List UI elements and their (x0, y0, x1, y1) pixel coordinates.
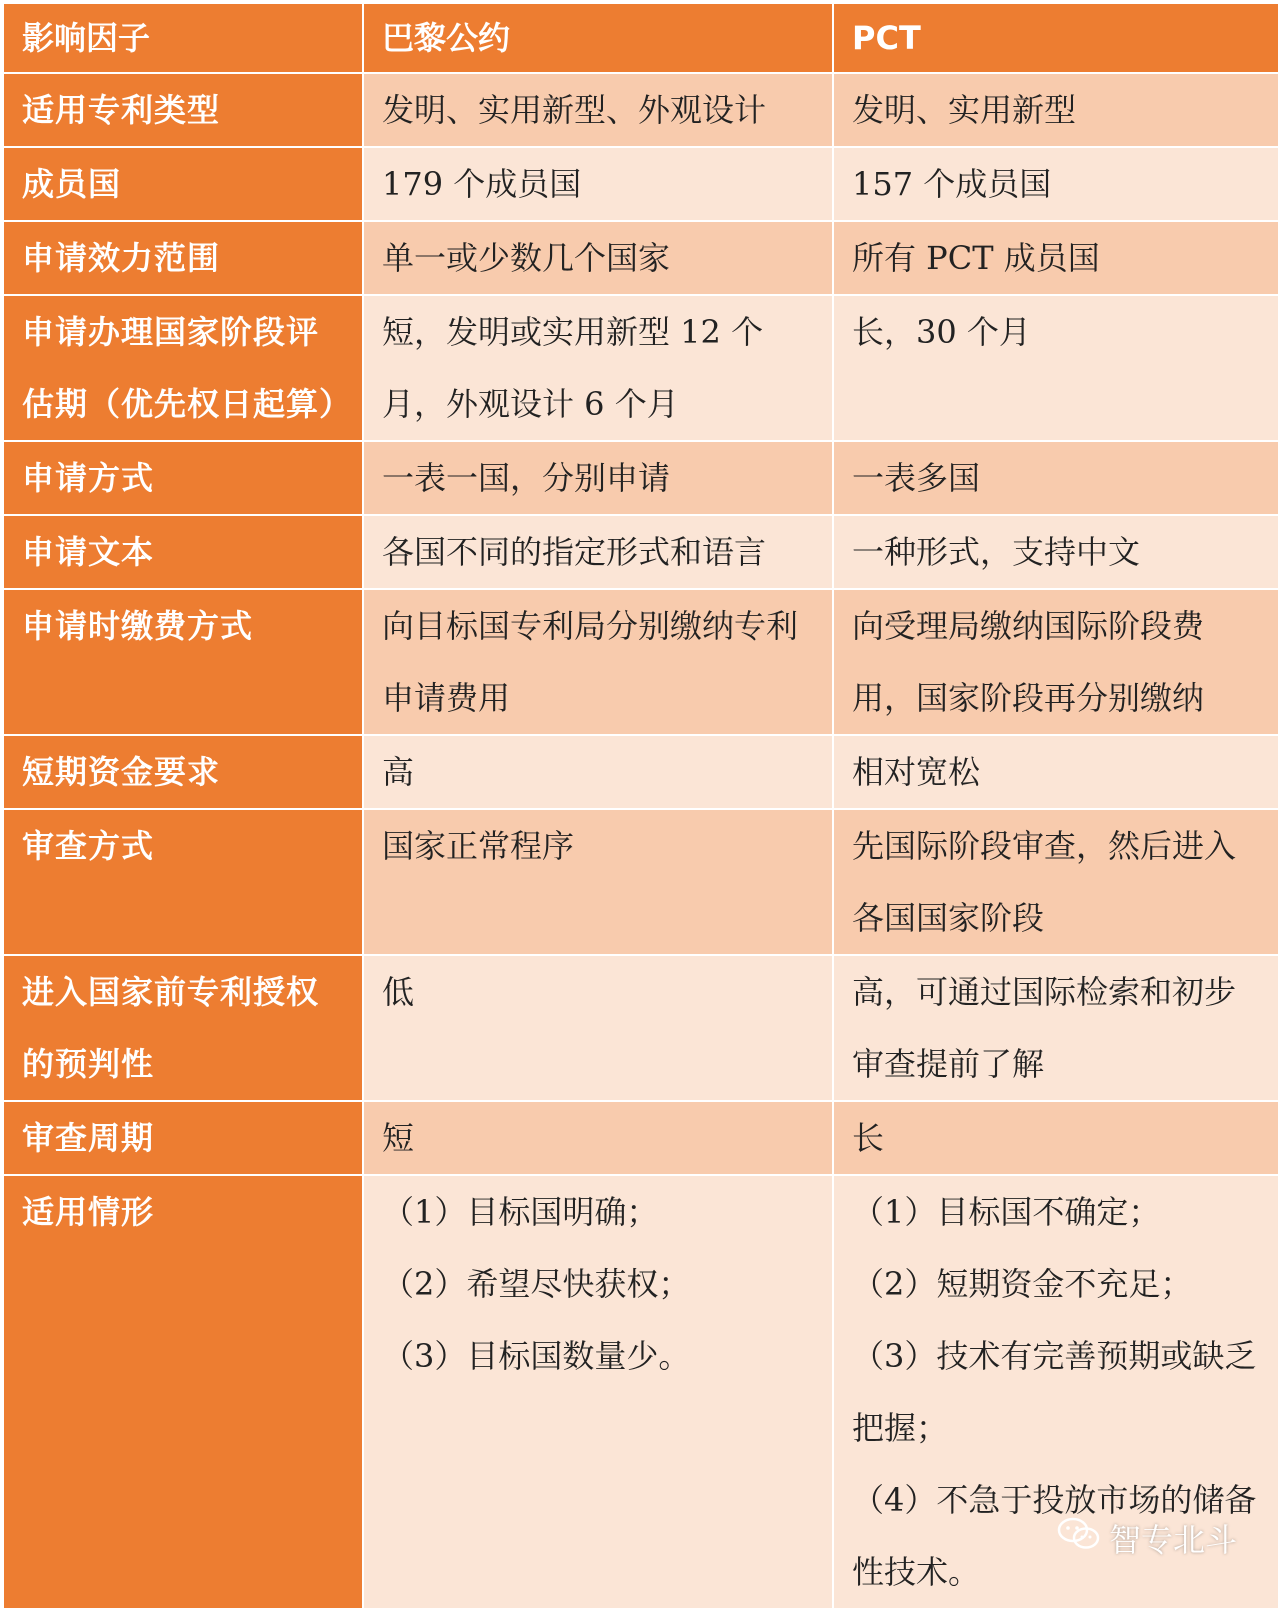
row-paris (363, 1101, 833, 1175)
cell-line: （3）技术有完善预期或缺乏把握； (852, 1337, 1257, 1447)
cell-line: 长 (852, 1119, 885, 1157)
cell-line: 一表多国 (852, 459, 981, 497)
row-factor: 申请文本 (3, 515, 363, 589)
row-paris (363, 955, 833, 1101)
table-row (3, 147, 1279, 221)
row-paris (363, 147, 833, 221)
cell-line: 179 个成员国 (382, 165, 582, 203)
table-row (3, 441, 1279, 515)
cell-line: 先国际阶段审查，然后进入各国国家阶段 (852, 827, 1237, 937)
cell-line: 长，30 个月 (852, 313, 1031, 351)
table-row (3, 589, 1279, 735)
cell-line: 短 (382, 1119, 415, 1157)
row-paris (363, 809, 833, 955)
table-row (3, 221, 1279, 295)
wechat-icon (1057, 1516, 1101, 1560)
cell-line: （2）希望尽快获权； (382, 1265, 691, 1303)
row-factor: 申请时缴费方式 (3, 589, 363, 735)
header-factor: 影响因子 (3, 3, 363, 73)
row-pct (833, 735, 1279, 809)
row-paris (363, 295, 833, 441)
cell-line: （1）目标国明确； (382, 1193, 659, 1231)
row-pct (833, 147, 1279, 221)
row-pct (833, 1101, 1279, 1175)
row-paris (363, 1175, 833, 1609)
cell-line: 发明、实用新型、外观设计 (382, 91, 767, 129)
row-pct (833, 441, 1279, 515)
header-pct: PCT (833, 3, 1279, 73)
cell-line: （3）目标国数量少。 (382, 1337, 691, 1375)
table-row (3, 295, 1279, 441)
cell-line: 一种形式，支持中文 (852, 533, 1141, 571)
cell-line: （2）短期资金不充足； (852, 1265, 1193, 1303)
table-row (3, 515, 1279, 589)
row-pct (833, 955, 1279, 1101)
row-factor: 成员国 (3, 147, 363, 221)
table-row (3, 1101, 1279, 1175)
cell-line: 相对宽松 (852, 753, 981, 791)
row-pct (833, 589, 1279, 735)
row-paris (363, 515, 833, 589)
cell-line: 低 (382, 973, 415, 1011)
header-row (3, 3, 1279, 73)
row-factor: 短期资金要求 (3, 735, 363, 809)
cell-line: 国家正常程序 (382, 827, 575, 865)
row-factor: 审查方式 (3, 809, 363, 955)
row-paris (363, 221, 833, 295)
row-factor: 申请效力范围 (3, 221, 363, 295)
row-pct (833, 221, 1279, 295)
header-paris: 巴黎公约 (363, 3, 833, 73)
cell-line: 发明、实用新型 (852, 91, 1077, 129)
row-paris (363, 589, 833, 735)
cell-line: 所有 PCT 成员国 (852, 239, 1100, 277)
row-factor: 申请办理国家阶段评估期（优先权日起算） (3, 295, 363, 441)
cell-line: 向目标国专利局分别缴纳专利申请费用 (382, 607, 799, 717)
row-paris (363, 735, 833, 809)
row-factor: 适用专利类型 (3, 73, 363, 147)
cell-line: （4）不急于投放市场的储备性技术。 (852, 1481, 1257, 1591)
cell-line: 一表一国，分别申请 (382, 459, 671, 497)
cell-line: 高，可通过国际检索和初步审查提前了解 (852, 973, 1237, 1083)
cell-line: 短，发明或实用新型 12 个月，外观设计 6 个月 (382, 313, 764, 423)
row-pct (833, 515, 1279, 589)
row-factor: 审查周期 (3, 1101, 363, 1175)
table-row (3, 73, 1279, 147)
row-paris (363, 441, 833, 515)
row-factor: 申请方式 (3, 441, 363, 515)
cell-line: 各国不同的指定形式和语言 (382, 533, 767, 571)
cell-line: 高 (382, 753, 415, 791)
watermark (1057, 1515, 1237, 1561)
table-row (3, 955, 1279, 1101)
cell-line: 157 个成员国 (852, 165, 1052, 203)
row-factor: 适用情形 (3, 1175, 363, 1609)
row-factor: 进入国家前专利授权的预判性 (3, 955, 363, 1101)
watermark-text: 智专北斗 (1109, 1521, 1238, 1559)
table-row (3, 809, 1279, 955)
cell-line: （1）目标国不确定； (852, 1193, 1161, 1231)
table-row (3, 735, 1279, 809)
row-pct (833, 295, 1279, 441)
row-paris (363, 73, 833, 147)
row-pct (833, 73, 1279, 147)
row-pct (833, 809, 1279, 955)
cell-line: 向受理局缴纳国际阶段费用，国家阶段再分别缴纳 (852, 607, 1205, 717)
cell-line: 单一或少数几个国家 (382, 239, 671, 277)
comparison-table (2, 2, 1280, 1610)
